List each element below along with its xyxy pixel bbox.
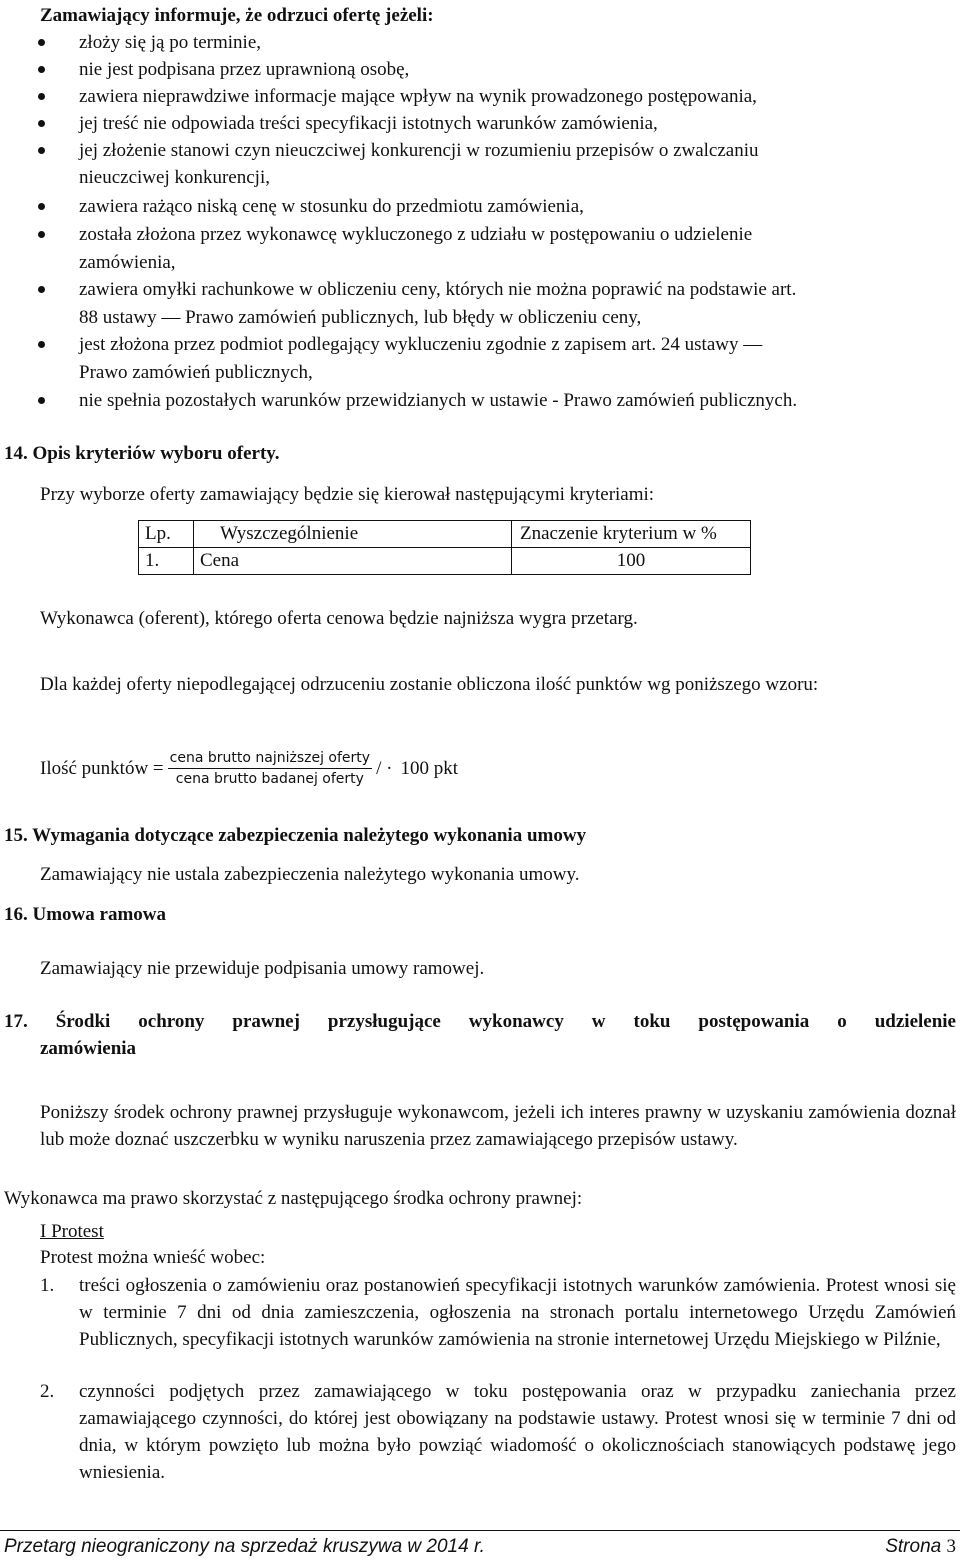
list-item: zawiera omyłki rachunkowe w obliczeniu ceny, których nie można poprawić na podstawie art. [79, 279, 797, 300]
protest-title [40, 1218, 104, 1245]
section-15-heading: 15. Wymagania dotyczące zabezpieczenia należytego wykonania umowy [4, 825, 587, 846]
list-item: zawiera rażąco niską cenę w stosunku do przedmiotu zamówienia, [79, 196, 584, 217]
formula-fraction [168, 748, 372, 789]
list-item: jest złożona przez podmiot podlegający wykluczeniu zgodnie z zapisem art. 24 ustawy — [79, 334, 763, 355]
table-row [139, 548, 751, 575]
table-header-cell: Wyszczególnienie [194, 521, 512, 548]
formula-operator: / · [376, 758, 393, 779]
section-17-heading-continuation: zamówienia [40, 1038, 137, 1059]
formula-label: Ilość punktów = [40, 758, 164, 779]
footer-rule [0, 1530, 960, 1531]
list-item: nie jest podpisana przez uprawnioną osobę, [79, 59, 410, 80]
bullet-icon [38, 120, 45, 127]
section-17-remedy-intro: Wykonawca ma prawo skorzystać z następującego środka ochrony prawnej: [4, 1188, 583, 1209]
table-header-row [139, 521, 751, 548]
bullet-icon [38, 39, 45, 46]
footer-page-number: 3 [946, 1536, 956, 1557]
list-item: nie spełnia pozostałych warunków przewidzianych w ustawie - Prawo zamówień publicznych. [79, 390, 798, 411]
section-17-paragraph: Poniższy środek ochrony prawnej przysługuje wykonawcom, jeżeli ich interes prawny w uzyskaniu zamówienia doznał lub może doznać uszczerbku w wyniku naruszenia przez zamawiającego przepisów ustawy. [40, 1102, 956, 1150]
section-17-heading: 17. Środki ochrony prawnej przysługujące wykonawcy w toku postępowania o udzielenie [4, 1011, 956, 1032]
list-item-continuation: Prawo zamówień publicznych, [79, 362, 313, 383]
bullet-icon [38, 397, 45, 404]
list-item: jej treść nie odpowiada treści specyfikacji istotnych warunków zamówienia, [79, 113, 658, 134]
protest-intro: Protest można wnieść wobec: [40, 1247, 266, 1268]
list-item: jej złożenie stanowi czyn nieuczciwej konkurencji w rozumieniu przepisów o zwalczaniu [79, 140, 759, 161]
section-16-text: Zamawiający nie przewiduje podpisania umowy ramowej. [40, 958, 485, 979]
bullet-icon [38, 341, 45, 348]
list-item-continuation: 88 ustawy — Prawo zamówień publicznych, lub błędy w obliczeniu ceny, [79, 307, 642, 328]
criteria-table [138, 520, 751, 575]
formula-suffix: 100 pkt [400, 758, 458, 779]
bullet-icon [38, 66, 45, 73]
bullet-icon [38, 203, 45, 210]
bullet-icon [38, 286, 45, 293]
list-item: została złożona przez wykonawcę wykluczonego z udziału w postępowaniu o udzielenie [79, 224, 753, 245]
criteria-intro: Przy wyborze oferty zamawiający będzie się kierował następującymi kryteriami: [40, 484, 655, 505]
rejection-heading: Zamawiający informuje, że odrzuci ofertę jeżeli: [40, 5, 434, 26]
list-item: złoży się ją po terminie, [79, 32, 262, 53]
bullet-icon [38, 93, 45, 100]
bullet-icon [38, 231, 45, 238]
formula-denominator: cena brutto badanej oferty [175, 771, 364, 787]
table-cell: Cena [194, 548, 512, 575]
section-16-heading: 16. Umowa ramowa [4, 904, 167, 925]
table-header-cell: Znaczenie kryterium w % [512, 521, 751, 548]
footer-page-label: Strona [885, 1536, 942, 1557]
list-item: zawiera nieprawdziwe informacje mające wpływ na wynik prowadzonego postępowania, [79, 86, 757, 107]
protest-item-text: treści ogłoszenia o zamówieniu oraz postanowień specyfikacji istotnych warunków zamówienia. Protest wnosi się w terminie 7 dni od dnia zamieszczenia, ogłoszenia na stronach portalu internetowego Urzędu Zamówień Publicznych, specyfikacji istotnych warunków zamówienia na stronie internetowej Urzędu Miejskiego w Pilźnie, [79, 1275, 956, 1350]
list-item-continuation: nieuczciwej konkurencji, [79, 167, 270, 188]
formula-numerator: cena brutto najniższej oferty [168, 748, 372, 769]
bullet-icon [38, 147, 45, 154]
points-formula [40, 748, 458, 789]
table-header-cell: Lp. [139, 521, 194, 548]
section-15-text: Zamawiający nie ustala zabezpieczenia należytego wykonania umowy. [40, 864, 580, 885]
protest-title-text: I Protest [40, 1221, 104, 1242]
winner-text: Wykonawca (oferent), którego oferta cenowa będzie najniższa wygra przetarg. [40, 608, 638, 629]
protest-item-number: 2. [40, 1381, 55, 1402]
section-14-heading: 14. Opis kryteriów wyboru oferty. [4, 443, 280, 464]
table-cell: 1. [139, 548, 194, 575]
points-intro: Dla każdej oferty niepodlegającej odrzuceniu zostanie obliczona ilość punktów wg poniższego wzoru: [40, 674, 819, 695]
protest-item-text: czynności podjętych przez zamawiającego w toku postępowania oraz w przypadku zaniechania przez zamawiającego czynności, do której jest obowiązany na podstawie ustawy. Protest wnosi się w terminie 7 dni od dnia, w którym powzięto lub można było powziąć wiadomość o okolicznościach stanowiących podstawę jego wniesienia. [79, 1381, 956, 1483]
footer-page [885, 1536, 956, 1558]
table-cell: 100 [512, 548, 751, 575]
list-item-continuation: zamówienia, [79, 252, 176, 273]
footer-title: Przetarg nieograniczony na sprzedaż kruszywa w 2014 r. [4, 1536, 485, 1557]
protest-item-number: 1. [40, 1275, 55, 1296]
